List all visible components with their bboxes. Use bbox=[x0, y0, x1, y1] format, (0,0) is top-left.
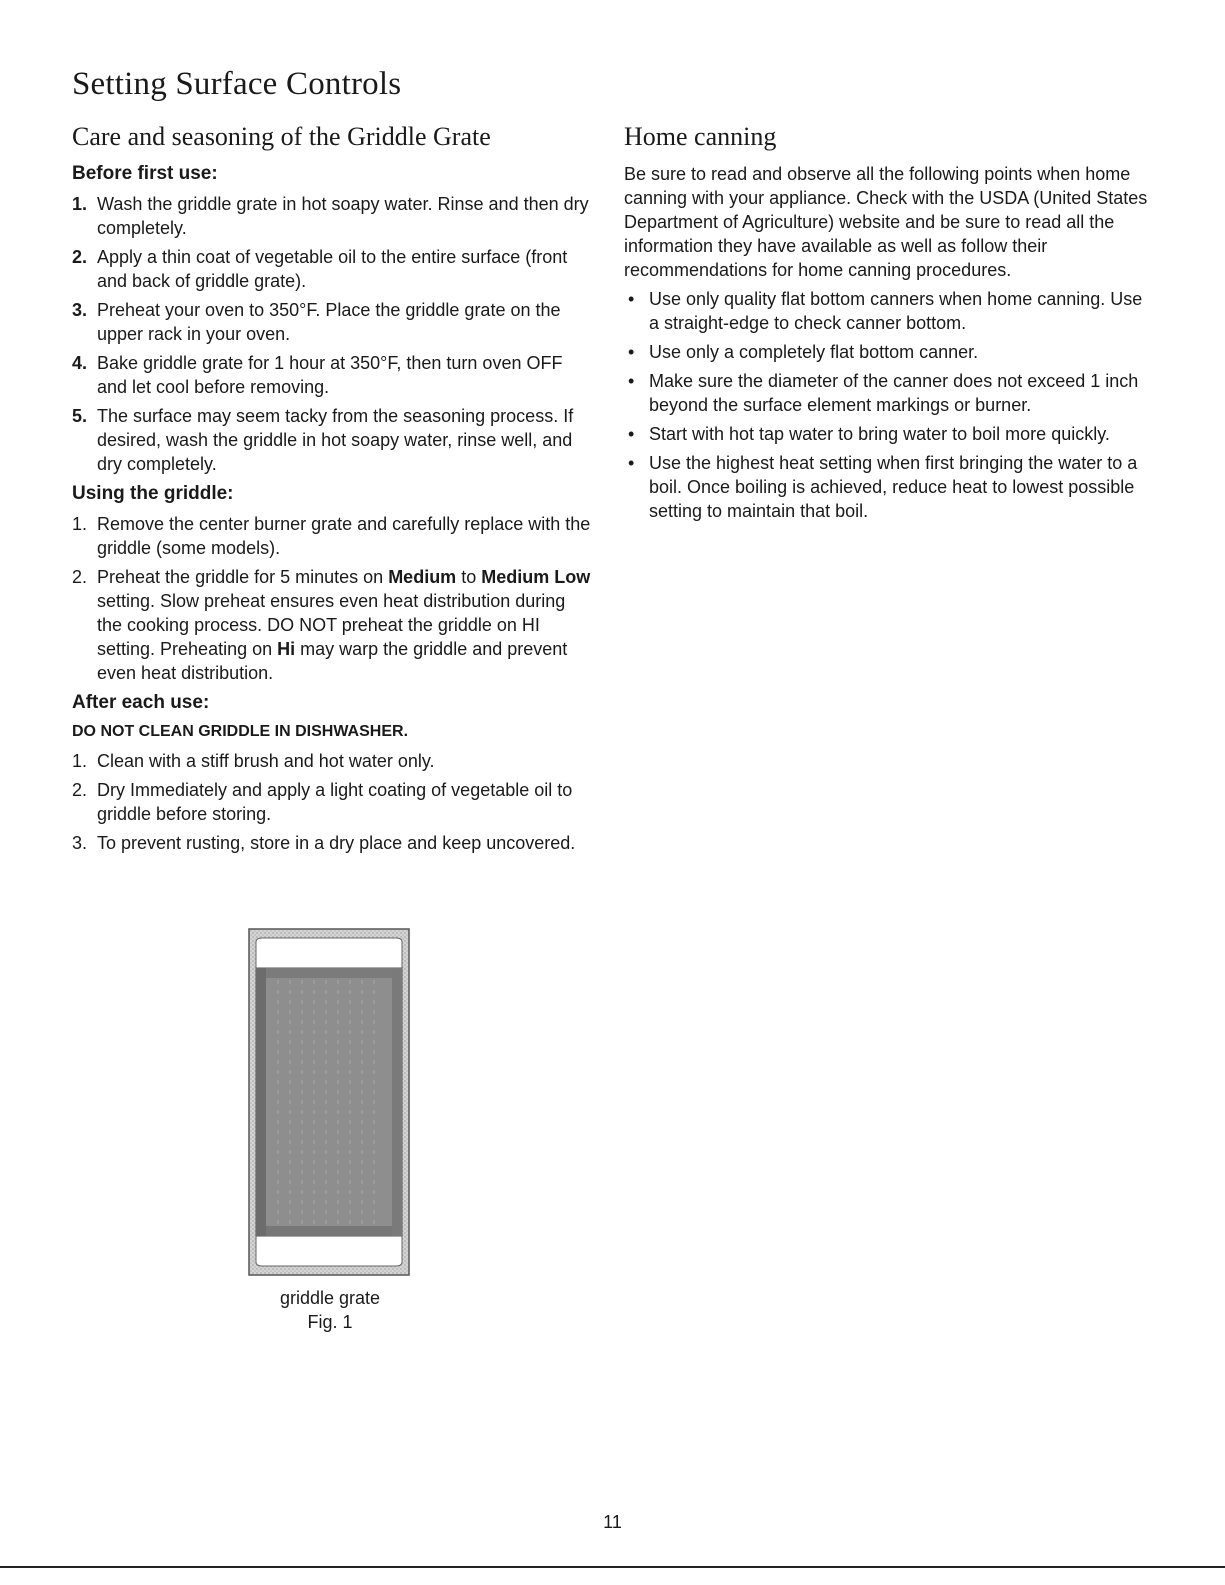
list-item: 2. Dry Immediately and apply a light coating of vegetable oil to griddle before storing. bbox=[72, 780, 573, 824]
figure-label: Fig. 1 bbox=[307, 1312, 353, 1332]
list-item: 1. Wash the griddle grate in hot soapy water. Rinse and then dry completely. bbox=[72, 194, 589, 238]
list-item: 4. Bake griddle grate for 1 hour at 350°F, then turn oven OFF and let cool before removing. bbox=[72, 353, 563, 397]
before-first-use-list bbox=[72, 192, 592, 476]
home-canning-title: Home canning bbox=[624, 122, 777, 151]
after-each-use-heading: After each use: bbox=[72, 692, 210, 713]
griddle-section-title: Care and seasoning of the Griddle Grate bbox=[72, 122, 491, 151]
griddle-section bbox=[72, 122, 592, 861]
using-griddle-heading: Using the griddle: bbox=[72, 483, 234, 504]
griddle-grate-illustration bbox=[248, 928, 410, 1278]
bottom-rule bbox=[0, 1566, 1225, 1568]
page-number: 11 bbox=[603, 1512, 622, 1532]
home-canning-section bbox=[624, 122, 1154, 529]
setting-medium: Medium bbox=[388, 567, 457, 587]
list-item: • Use only quality flat bottom canners when home canning. Use a straight-edge to check canner bottom. bbox=[628, 289, 1143, 333]
list-item: 3. Preheat your oven to 350°F. Place the griddle grate on the upper rack in your oven. bbox=[72, 300, 561, 344]
list-item: • Make sure the diameter of the canner does not exceed 1 inch beyond the surface element markings or burner. bbox=[628, 371, 1139, 415]
list-item: 1. Clean with a stiff brush and hot water only. bbox=[72, 751, 435, 771]
bullet-icon: • bbox=[628, 342, 635, 362]
home-canning-list bbox=[624, 287, 1154, 523]
setting-medium-low: Medium Low bbox=[481, 567, 591, 587]
page-title: Setting Surface Controls bbox=[72, 66, 402, 102]
before-first-use-heading: Before first use: bbox=[72, 163, 218, 184]
bullet-icon: • bbox=[628, 453, 635, 473]
list-item: • Start with hot tap water to bring water to boil more quickly. bbox=[628, 424, 1110, 444]
bullet-icon: • bbox=[628, 371, 635, 391]
using-griddle-list bbox=[72, 512, 592, 685]
list-item: • Use the highest heat setting when first bringing the water to a boil. Once boiling is achieved, reduce heat to lowest possible setting to maintain that boil. bbox=[628, 453, 1138, 521]
dishwasher-warning: DO NOT CLEAN GRIDDLE IN DISHWASHER. bbox=[72, 723, 409, 740]
list-item: 5. The surface may seem tacky from the seasoning process. If desired, wash the griddle in hot soapy water, rinse well, and dry completely. bbox=[72, 406, 574, 474]
bullet-icon: • bbox=[628, 424, 635, 444]
figure-caption: griddle grate bbox=[279, 1288, 381, 1308]
after-each-use-list bbox=[72, 749, 592, 855]
bullet-icon: • bbox=[628, 289, 635, 309]
list-item: • Use only a completely flat bottom canner. bbox=[628, 342, 979, 362]
list-item: 3. To prevent rusting, store in a dry place and keep uncovered. bbox=[72, 833, 576, 853]
list-item: 2. Apply a thin coat of vegetable oil to the entire surface (front and back of griddle grate). bbox=[72, 247, 568, 291]
list-item: 2. Preheat the griddle for 5 minutes on Medium to Medium Low setting. Slow preheat ensures even heat distribution during the cooking process. DO NOT preheat the griddle on HI setting. Preheating on Hi may warp the griddle and prevent even heat distribution. bbox=[72, 567, 591, 683]
setting-hi: Hi bbox=[277, 639, 296, 659]
list-item: 1. Remove the center burner grate and carefully replace with the griddle (some models). bbox=[72, 514, 591, 558]
home-canning-intro: Be sure to read and observe all the following points when home canning with your appliance. Check with the USDA (United States Department of Agriculture) website and be sure to read all the information they have available as well as follow their recommendations for home canning procedures. bbox=[624, 164, 1148, 280]
